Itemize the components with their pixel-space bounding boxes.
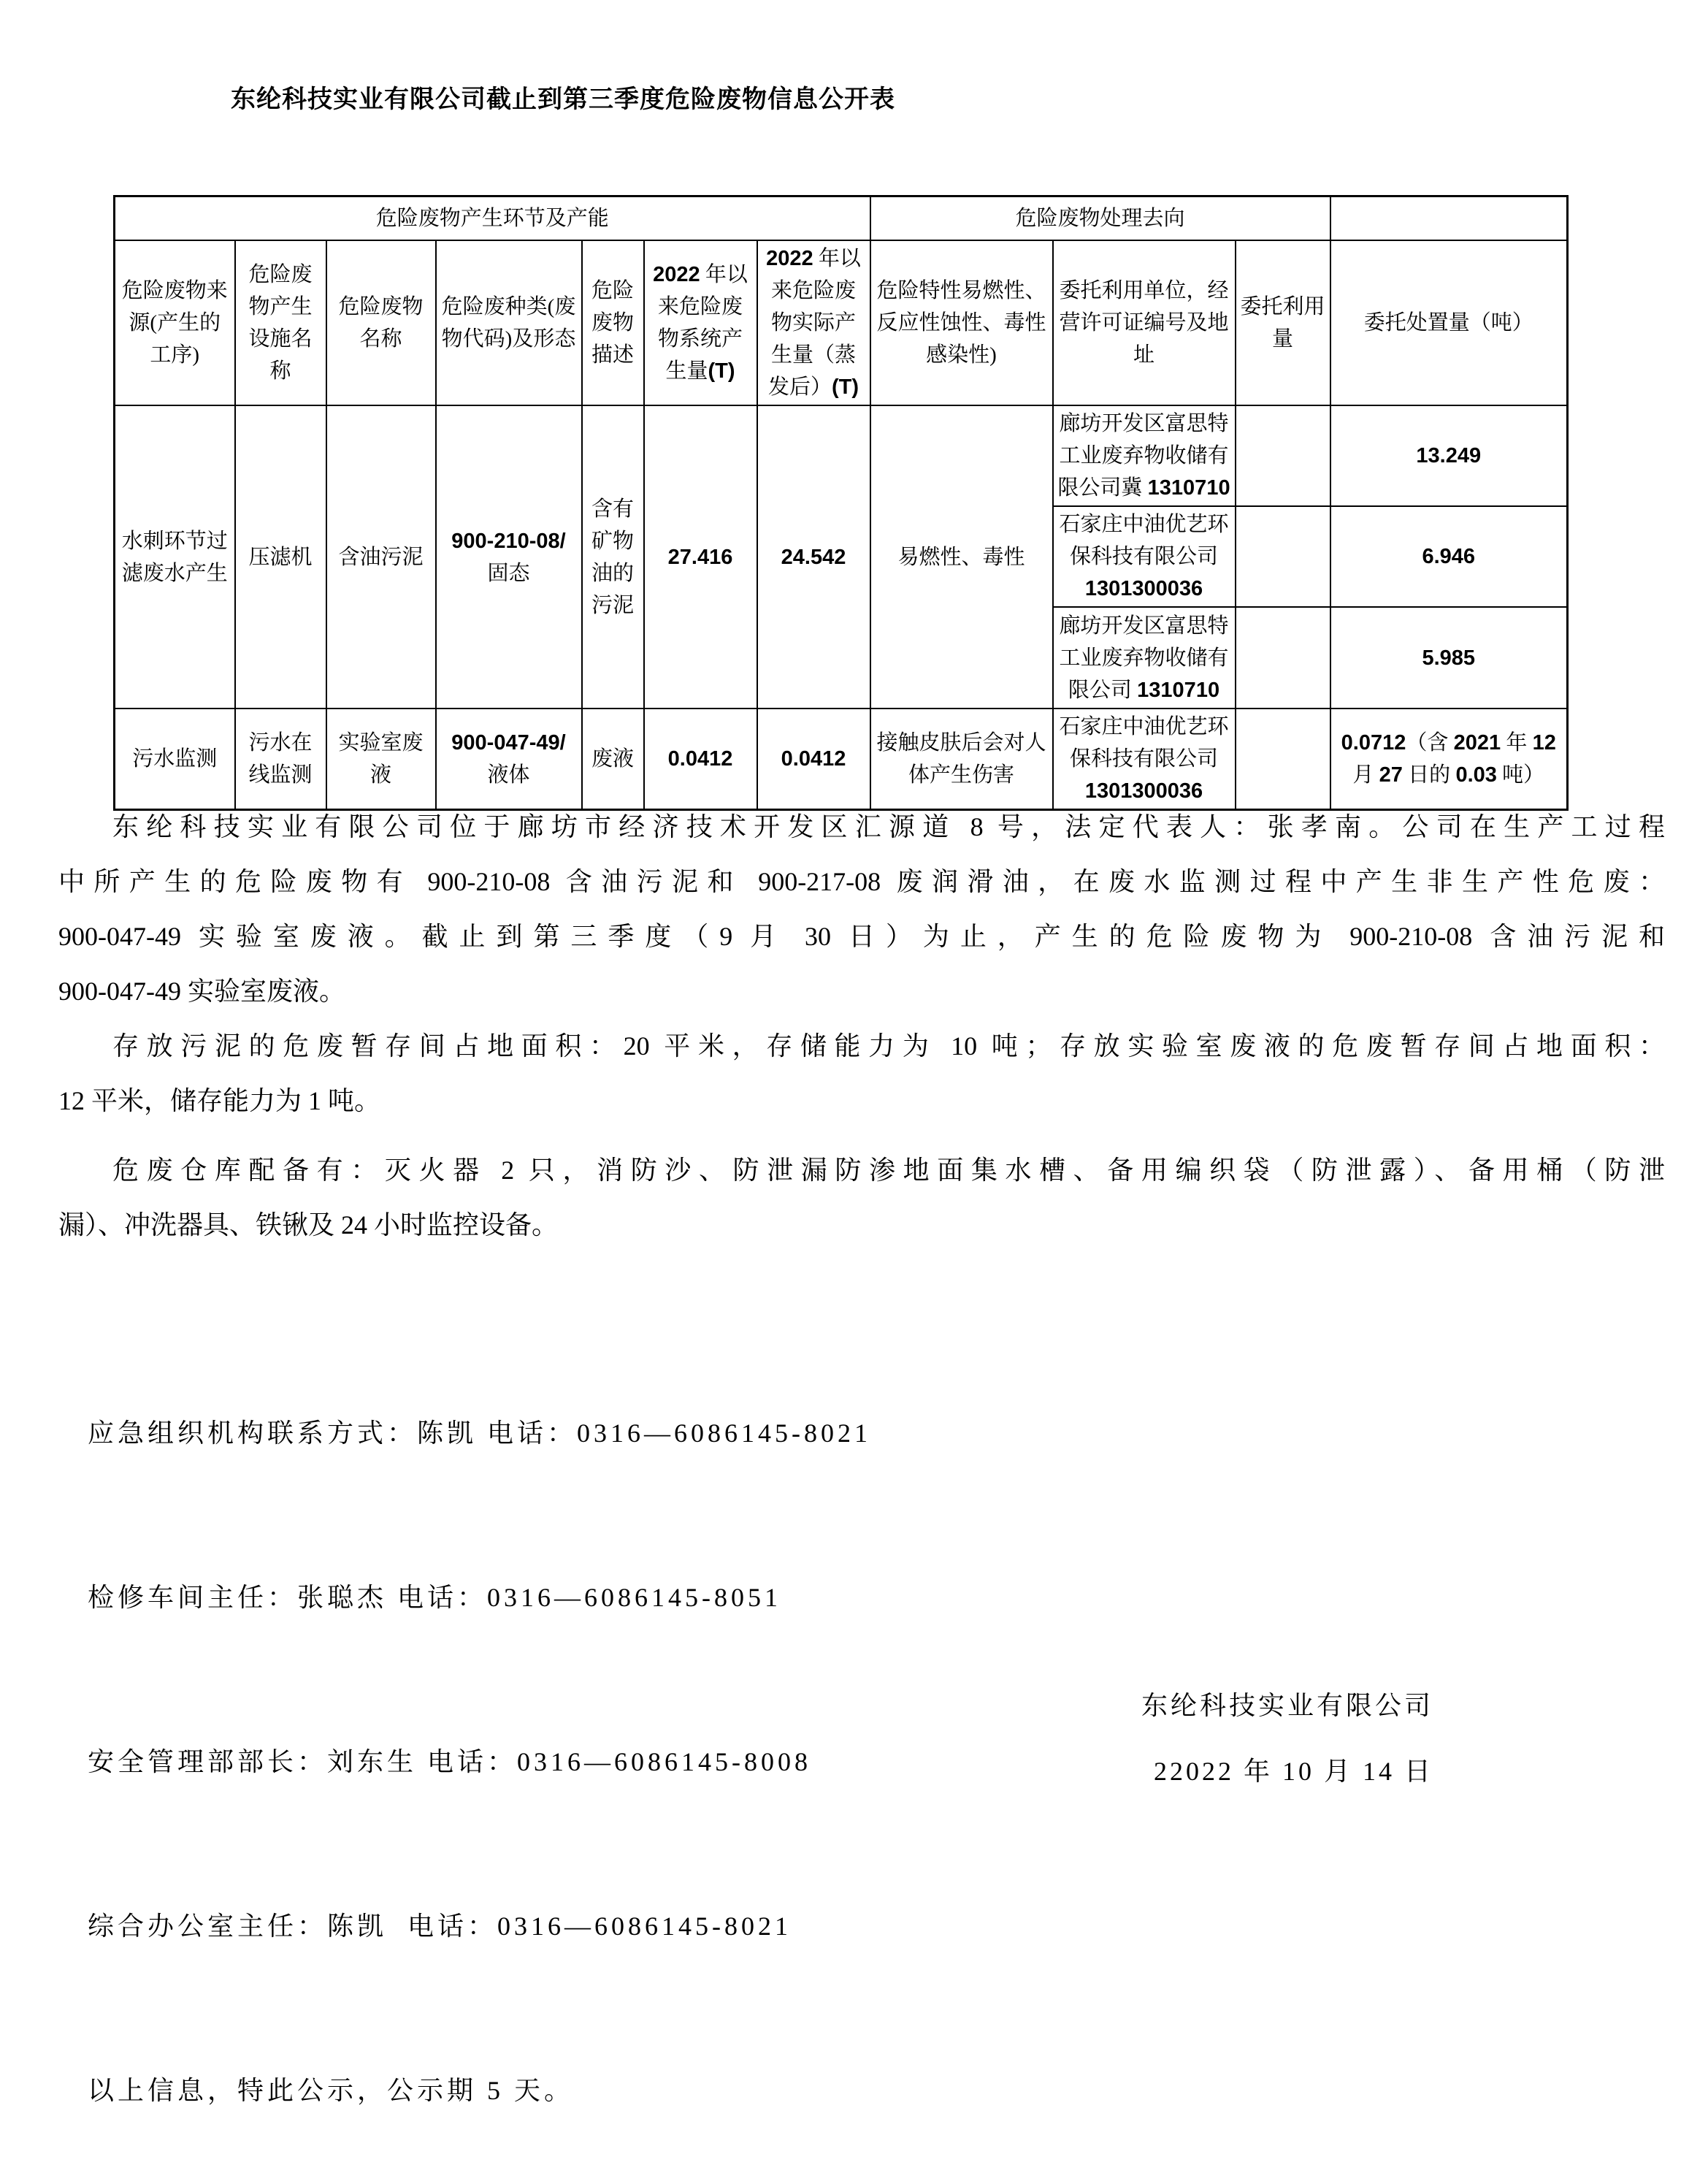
cell-entrusted-amount-empty bbox=[1236, 405, 1330, 506]
col-header-entrusted-amount: 委托利用量 bbox=[1236, 240, 1330, 405]
cell-facility: 污水在线监测 bbox=[235, 709, 326, 810]
cell-waste-name: 含油污泥 bbox=[326, 405, 436, 709]
waste-code: 900-047-49/ bbox=[451, 731, 566, 755]
table-row bbox=[115, 405, 1568, 506]
paragraph-line: 12 平米，储存能力为 1 吨。 bbox=[58, 1086, 381, 1115]
group-header-empty-cell bbox=[1330, 196, 1568, 241]
amount-text: 年 bbox=[1501, 731, 1533, 755]
waste-form: 液体 bbox=[487, 763, 530, 787]
company-name: 廊坊开发区富思特工业废弃物收储有限公司冀 bbox=[1057, 412, 1229, 500]
paragraph-storage-capacity bbox=[58, 1019, 1665, 1128]
cell-waste-name: 实验室废液 bbox=[326, 709, 436, 810]
contact-line-office: 综合办公室主任：陈凯 电话：0316—6086145-8021 bbox=[88, 1912, 792, 1941]
cell-actual-output: 24.542 bbox=[757, 405, 870, 709]
signature-company: 东纶科技实业有限公司 bbox=[1141, 1691, 1433, 1720]
cell-system-output: 0.0412 bbox=[644, 709, 757, 810]
cell-entrusted-amount-empty bbox=[1236, 607, 1330, 709]
amount-number: 2021 bbox=[1453, 731, 1501, 755]
paragraph-warehouse-equipment bbox=[58, 1143, 1665, 1253]
cell-entrusted-amount-empty bbox=[1236, 506, 1330, 607]
paragraph-line: 东纶科技实业有限公司位于廊坊市经济技术开发区汇源道 8 号，法定代表人：张孝南。公司在生产工过程 bbox=[112, 812, 1665, 841]
page-title: 东纶科技实业有限公司截止到第三季度危险废物信息公开表 bbox=[231, 86, 895, 113]
col-header-description: 危险废物描述 bbox=[582, 240, 644, 405]
col-header-waste-name: 危险废物名称 bbox=[326, 240, 436, 405]
col-header-entrusted-unit: 委托利用单位，经营许可证编号及地址 bbox=[1053, 240, 1236, 405]
group-header-row bbox=[115, 196, 1568, 241]
contact-block bbox=[88, 1296, 871, 2173]
signature-date: 22022 年 10 月 14 日 bbox=[1153, 1757, 1433, 1786]
amount-text: 月 bbox=[1352, 763, 1379, 787]
cell-disposal-amount bbox=[1330, 709, 1568, 810]
license-number: 1301300036 bbox=[1084, 577, 1203, 600]
amount-number: 12 bbox=[1532, 731, 1556, 755]
cell-disposal-amount: 6.946 bbox=[1330, 506, 1568, 607]
amount-number: 0.0712 bbox=[1341, 731, 1406, 755]
amount-text: 吨） bbox=[1496, 763, 1545, 787]
header-act-text: 年以来危险废物实际产生量（蒸发后） bbox=[767, 247, 861, 399]
col-header-actual-output bbox=[757, 240, 870, 405]
header-year-number: 2022 bbox=[653, 263, 700, 286]
cell-disposal-amount: 5.985 bbox=[1330, 607, 1568, 709]
contact-line-maintenance: 检修车间主任：张聪杰 电话：0316—6086145-8051 bbox=[88, 1583, 781, 1612]
col-header-facility: 危险废物产生设施名称 bbox=[235, 240, 326, 405]
header-sys-unit: (T) bbox=[708, 359, 735, 383]
cell-description: 废液 bbox=[582, 709, 644, 810]
license-number: 1301300036 bbox=[1084, 779, 1203, 803]
paragraph-line: 漏）、冲洗器具、铁锹及 24 小时监控设备。 bbox=[58, 1210, 559, 1240]
paragraph-line: 中所产生的危险废物有 900-210-08 含油污泥和 900-217-08 废润滑油，在废水监测过程中产生非生产性危废： bbox=[58, 867, 1665, 896]
license-number: 1310710 bbox=[1147, 476, 1230, 500]
cell-entrusted-unit bbox=[1053, 709, 1236, 810]
hazardous-waste-table bbox=[113, 195, 1569, 811]
column-header-row bbox=[115, 240, 1568, 405]
group-header-disposal: 危险废物处理去向 bbox=[870, 196, 1330, 241]
paragraph-company-intro bbox=[58, 800, 1665, 1019]
cell-code-form bbox=[436, 405, 582, 709]
header-sys-text: 年以来危险废物系统产生量 bbox=[657, 263, 748, 383]
cell-disposal-amount: 13.249 bbox=[1330, 405, 1568, 506]
contact-line-emergency: 应急组织机构联系方式：陈凯 电话：0316—6086145-8021 bbox=[88, 1418, 871, 1448]
paragraph-line: 900-047-49 实验室废液。截止到第三季度（9 月 30 日）为止，产生的危险废物为 900-210-08 含油污泥和 bbox=[58, 922, 1665, 951]
col-header-code-form: 危险废种类(废物代码)及形态 bbox=[436, 240, 582, 405]
cell-entrusted-unit bbox=[1053, 405, 1236, 506]
cell-waste-source: 水刺环节过滤废水产生 bbox=[115, 405, 235, 709]
cell-entrusted-unit bbox=[1053, 506, 1236, 607]
col-header-system-output bbox=[644, 240, 757, 405]
cell-entrusted-amount-empty bbox=[1236, 709, 1330, 810]
paragraph-line: 危废仓库配备有：灭火器 2 只，消防沙、防泄漏防渗地面集水槽、备用编织袋（防泄露）、备用桶（防泄 bbox=[112, 1156, 1665, 1185]
cell-actual-output: 0.0412 bbox=[757, 709, 870, 810]
cell-hazard-traits: 易燃性、毒性 bbox=[870, 405, 1053, 709]
signature-block bbox=[1141, 1673, 1433, 1804]
col-header-disposal-amount: 委托处置量（吨） bbox=[1330, 240, 1568, 405]
cell-system-output: 27.416 bbox=[644, 405, 757, 709]
header-year-number: 2022 bbox=[766, 247, 813, 270]
cell-description: 含有矿物油的污泥 bbox=[582, 405, 644, 709]
company-name: 廊坊开发区富思特工业废弃物收储有限公司 bbox=[1059, 614, 1229, 702]
waste-code: 900-210-08/ bbox=[451, 529, 566, 553]
cell-waste-source: 污水监测 bbox=[115, 709, 235, 810]
contact-line-safety: 安全管理部部长：刘东生 电话：0316—6086145-8008 bbox=[88, 1747, 811, 1776]
amount-number: 27 bbox=[1379, 763, 1403, 787]
paragraph-line: 900-047-49 实验室废液。 bbox=[58, 977, 345, 1006]
amount-number: 0.03 bbox=[1455, 763, 1497, 787]
cell-hazard-traits: 接触皮肤后会对人体产生伤害 bbox=[870, 709, 1053, 810]
table-row bbox=[115, 709, 1568, 810]
notice-line: 以上信息，特此公示，公示期 5 天。 bbox=[88, 2076, 575, 2105]
cell-code-form bbox=[436, 709, 582, 810]
amount-text: 日的 bbox=[1402, 763, 1456, 787]
paragraph-line: 存放污泥的危废暂存间占地面积：20 平米，存储能力为 10 吨；存放实验室废液的危废暂存间占地面积： bbox=[112, 1031, 1665, 1061]
group-header-production: 危险废物产生环节及产能 bbox=[115, 196, 870, 241]
header-act-unit: (T) bbox=[831, 375, 859, 399]
waste-form: 固态 bbox=[487, 561, 530, 585]
company-name: 石家庄中油优艺环保科技有限公司 bbox=[1059, 715, 1229, 771]
cell-entrusted-unit bbox=[1053, 607, 1236, 709]
amount-text: （含 bbox=[1406, 731, 1454, 755]
cell-facility: 压滤机 bbox=[235, 405, 326, 709]
col-header-waste-source: 危险废物来源(产生的工序) bbox=[115, 240, 235, 405]
license-number: 1310710 bbox=[1137, 678, 1220, 702]
col-header-hazard-traits: 危险特性易燃性、反应性蚀性、毒性感染性) bbox=[870, 240, 1053, 405]
company-name: 石家庄中油优艺环保科技有限公司 bbox=[1059, 513, 1229, 568]
